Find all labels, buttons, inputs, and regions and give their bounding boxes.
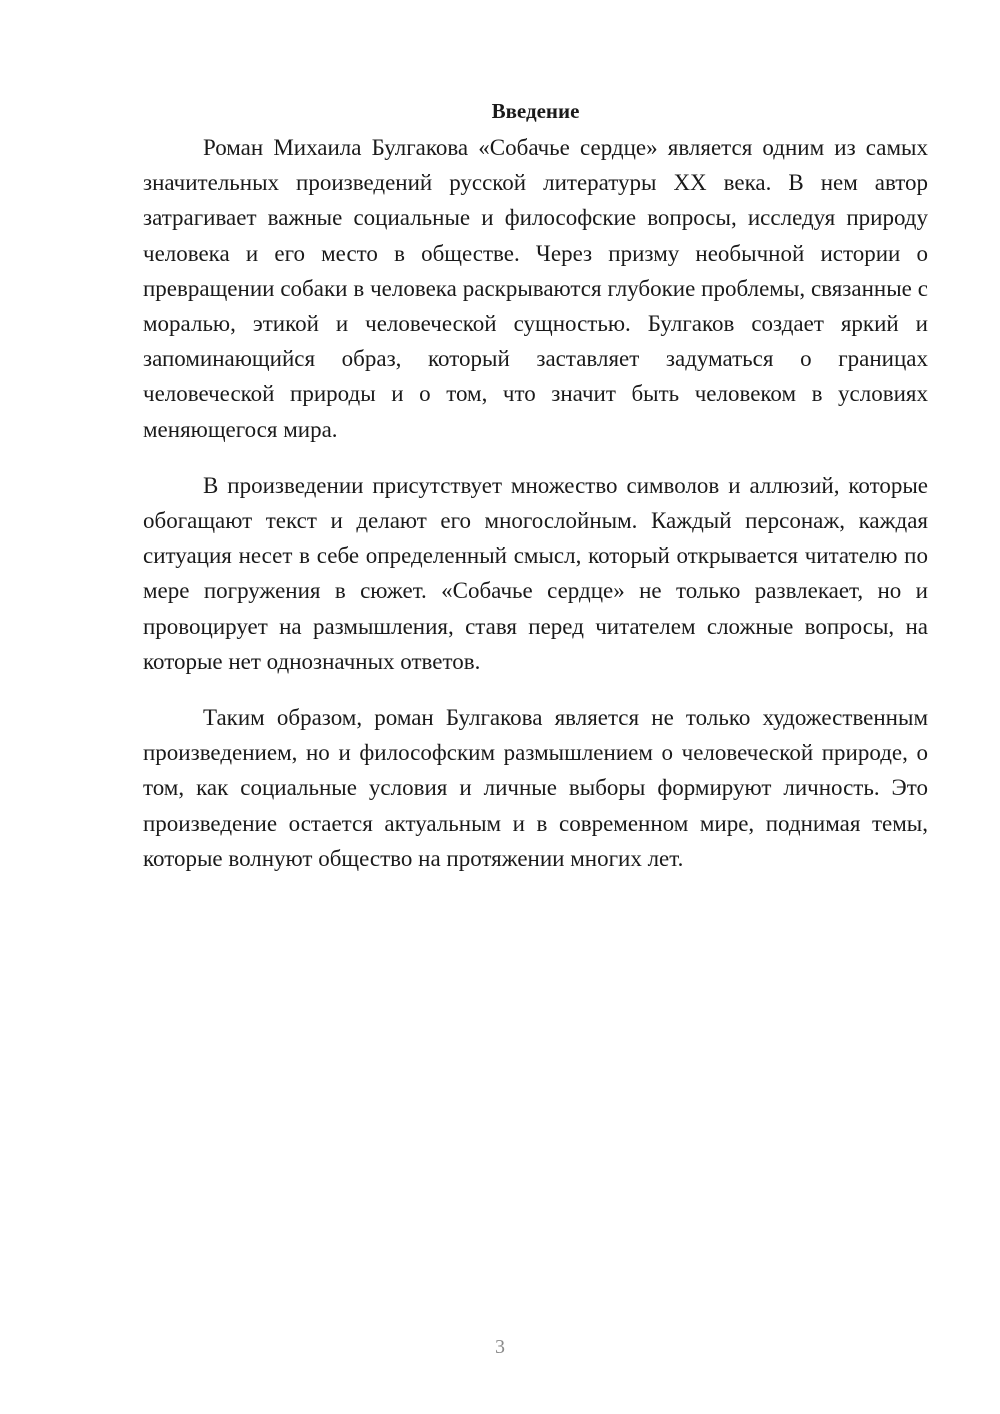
paragraph-1: Роман Михаила Булгакова «Собачье сердце» является одним из самых значительных произведений русской литературы XX века. В нем автор затрагивает важные социальные и философские вопросы, исследуя природу человека и его место в обществе. Через призму необычной истории о превращении собаки в человека раскрываются глубокие проблемы, связанные с моралью, этикой и человеческой сущностью. Булгаков создает яркий и запоминающийся образ, который заставляет задуматься о границах человеческой природы и о том, что значит быть человеком в условиях меняющегося мира. <box>143 135 928 442</box>
page-number: 3 <box>495 1336 505 1358</box>
paragraph-2: В произведении присутствует множество символов и аллюзий, которые обогащают текст и делают его многослойным. Каждый персонаж, каждая ситуация несет в себе определенный смысл, который открывается читателю по мере погружения в сюжет. «Собачье сердце» не только развлекает, но и провоцирует на размышления, ставя перед читателем сложные вопросы, на которые нет однозначных ответов. <box>143 472 928 674</box>
paragraph-3: Таким образом, роман Булгакова является не только художественным произведением, но и философским размышлением о человеческой природе, о том, как социальные условия и личные выборы формируют личность. Это произведение остается актуальным и в современном мире, поднимая темы, которые волнуют общество на протяжении многих лет. <box>143 705 928 871</box>
page-content <box>143 96 928 897</box>
section-title: Введение <box>491 99 580 123</box>
